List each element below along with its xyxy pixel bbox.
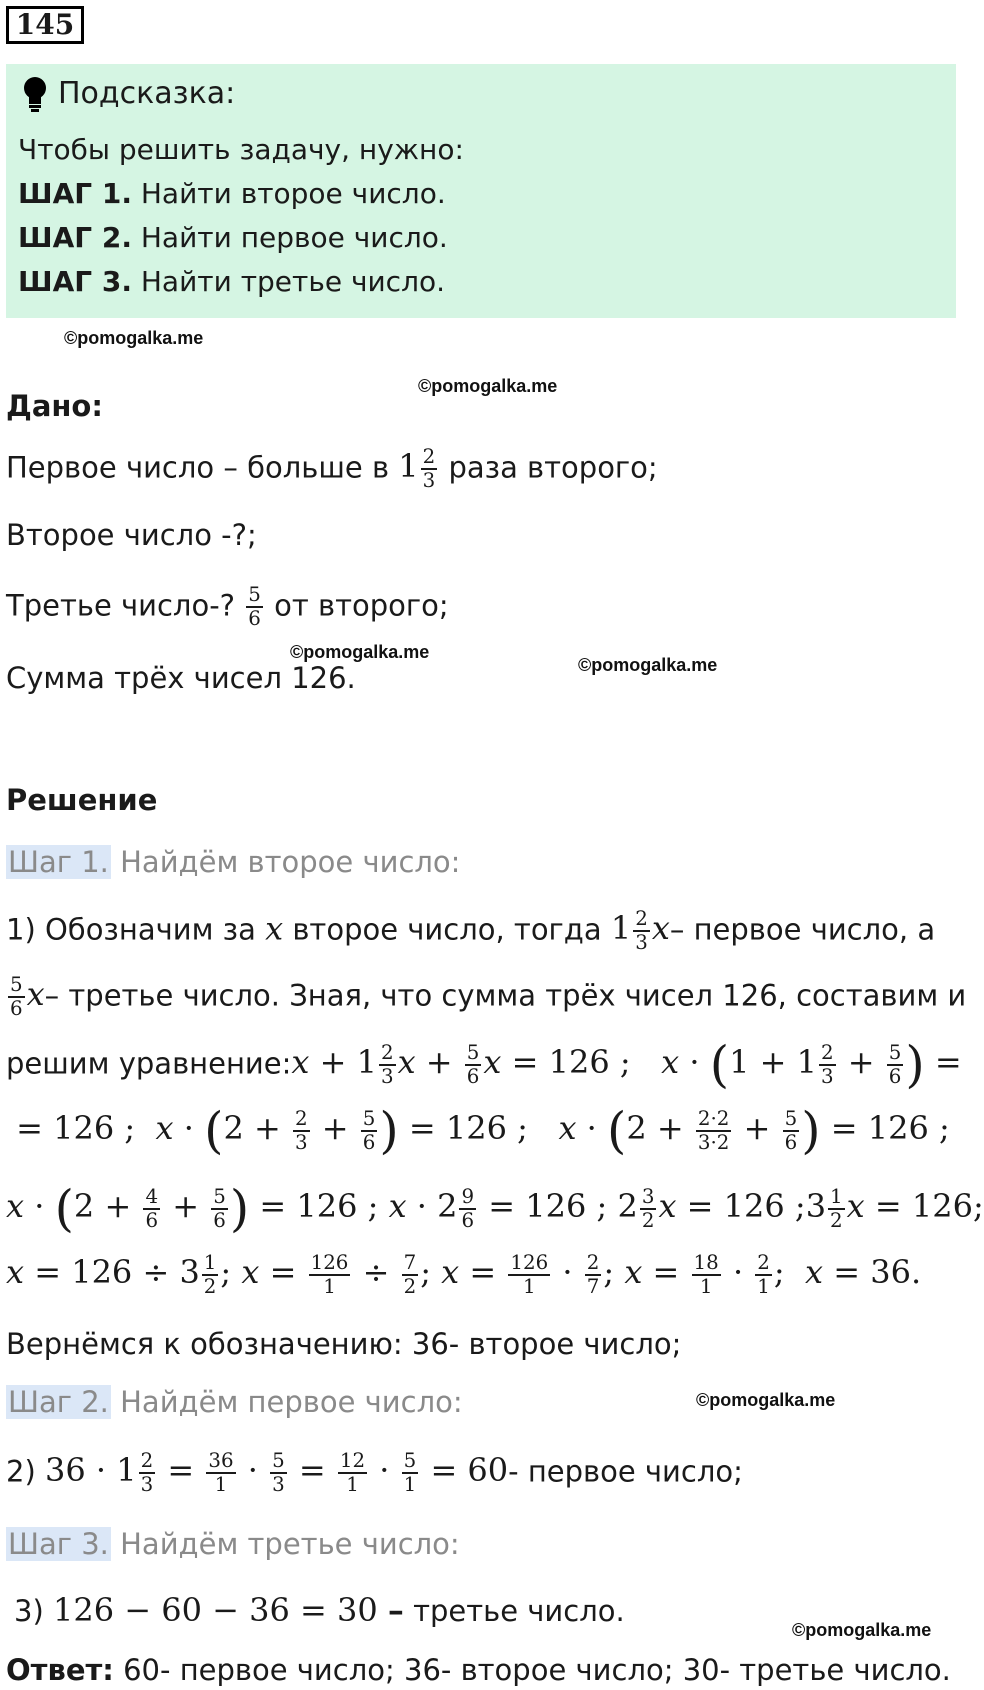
hint-step-label: ШАГ 2. (18, 221, 132, 254)
solution-title: Решение (6, 783, 158, 817)
given-title: Дано: (6, 389, 103, 423)
hint-step-label: ШАГ 3. (18, 265, 132, 298)
math-expr: 126 − 60 − 36 = 30 – (52, 1591, 404, 1629)
math-expr: = 126 ; x · (2 + $\frac{2}{3}$ + $\frac{5}{6}$ ) = 126 ; x · (2 + $\frac{2\cdot 2}{3\cdot 2}$ + $\frac{5}{6}$ ) = 126 ; (6, 1101, 950, 1160)
fraction: $\frac{5}{6}$ (248, 583, 261, 630)
watermark: ©pomogalka.me (64, 328, 204, 348)
watermark: ©pomogalka.me (290, 642, 430, 662)
solution-step-3: 3) 126 − 60 − 36 = 30 – третье число. (14, 1591, 625, 1629)
solution-line-5 (6, 1179, 984, 1238)
math-expr: 1 $\frac{2}{3}$ x (610, 907, 670, 954)
given-line-3 (6, 584, 449, 630)
watermark: ©pomogalka.me (578, 655, 718, 675)
mixed-fraction: 1 $\frac{2}{3}$ (398, 445, 436, 492)
solution-text: решим уравнение: (6, 1046, 292, 1081)
given-line-1 (6, 446, 658, 492)
given-line-2: Второе число -?; (6, 518, 257, 552)
hint-step-text: Найти второе число. (140, 177, 446, 210)
task-number: 145 (6, 6, 84, 44)
solution-text: – первое число, а (669, 912, 936, 947)
solution-text: – третье число. Зная, что сумма трёх чисел 126, составим и (44, 978, 967, 1013)
given-text: Третье число-? (6, 588, 236, 623)
hint-step-1 (18, 174, 446, 214)
solution-text: - первое число; (508, 1454, 743, 1489)
given-text: Первое число – больше в (6, 450, 390, 485)
step-3-heading (6, 1524, 460, 1564)
math-expr: x (265, 909, 284, 948)
math-expr: $\frac{5}{6}$ x (10, 973, 45, 1020)
back-to-notation: Вернёмся к обозначению: 36- второе число; (6, 1327, 682, 1361)
step-label: Шаг 2. (8, 1385, 109, 1419)
step-1-heading (6, 842, 460, 882)
watermark: ©pomogalka.me (696, 1390, 836, 1410)
hint-intro: Чтобы решить задачу, нужно: (18, 133, 464, 166)
math-expr: 36 · 1 $\frac{2}{3}$ = $\frac{36}{1}$ · $\frac{5}{3}$ = $\frac{12}{1}$ · $\frac{5}{1}$ = 60 (44, 1449, 509, 1496)
solution-step-2: 2) 36 · 1 $\frac{2}{3}$ = $\frac{36}{1}$ · $\frac{5}{3}$ = $\frac{12}{1}$ · $\frac{5}{1}$ = 60- первое число; (6, 1449, 743, 1496)
solution-line-1 (6, 908, 935, 954)
given-text: от второго; (274, 588, 449, 623)
watermark: ©pomogalka.me (792, 1620, 932, 1640)
solution-line-4 (6, 1101, 950, 1160)
hint-title: Подсказка: (58, 76, 236, 111)
solution-text: второе число, тогда (292, 912, 602, 947)
math-expr: x + 1 $\frac{2}{3}$ x + $\frac{5}{6}$ x = 126 ; x · (1 + 1 $\frac{2}{3}$ + $\frac{5}{6}$ ) = (291, 1035, 962, 1094)
step-label: Шаг 3. (8, 1527, 109, 1561)
solution-line-2 (6, 974, 966, 1020)
hint-step-2 (18, 218, 448, 258)
hint-step-3 (18, 262, 445, 302)
hint-step-text: Найти третье число. (140, 265, 446, 298)
solution-line-6 (6, 1252, 921, 1298)
step-text: Найдём третье число: (120, 1527, 460, 1561)
given-text: раза второго; (448, 450, 658, 485)
math-expr: x = 126 ÷ 3 $\frac{1}{2}$ ; x = $\frac{126}{1}$ ÷ $\frac{7}{2}$ ; x = $\frac{126}{1}$ · $\frac{2}{7}$ ; x = $\frac{18}{1}$ · $\frac{2}{1}$ ; x = 36. (6, 1251, 922, 1298)
hint-step-text: Найти первое число. (140, 221, 448, 254)
math-expr: x · (2 + $\frac{4}{6}$ + $\frac{5}{6}$ ) = 126 ; x · 2 $\frac{9}{6}$ = 126 ; 2 $\frac{3}{2}$ x = 126 ;3 $\frac{1}{2}$ x = 126; (6, 1179, 984, 1238)
answer-line (6, 1650, 951, 1690)
solution-text: 1) Обозначим за (6, 912, 256, 947)
step-text: Найдём первое число: (120, 1385, 463, 1419)
answer-text: 60- первое число; 36- второе число; 30- третье число. (123, 1653, 951, 1687)
solution-line-3 (6, 1035, 962, 1094)
solution-text: третье число. (413, 1594, 625, 1628)
given-line-4: Сумма трёх чисел 126. (6, 661, 356, 695)
step-text: Найдём второе число: (120, 845, 461, 879)
step-label: Шаг 1. (8, 845, 109, 879)
answer-label: Ответ: (6, 1653, 114, 1687)
step-2-heading (6, 1382, 463, 1422)
watermark: ©pomogalka.me (418, 376, 558, 396)
lightbulb-icon (18, 74, 52, 114)
hint-step-label: ШАГ 1. (18, 177, 132, 210)
